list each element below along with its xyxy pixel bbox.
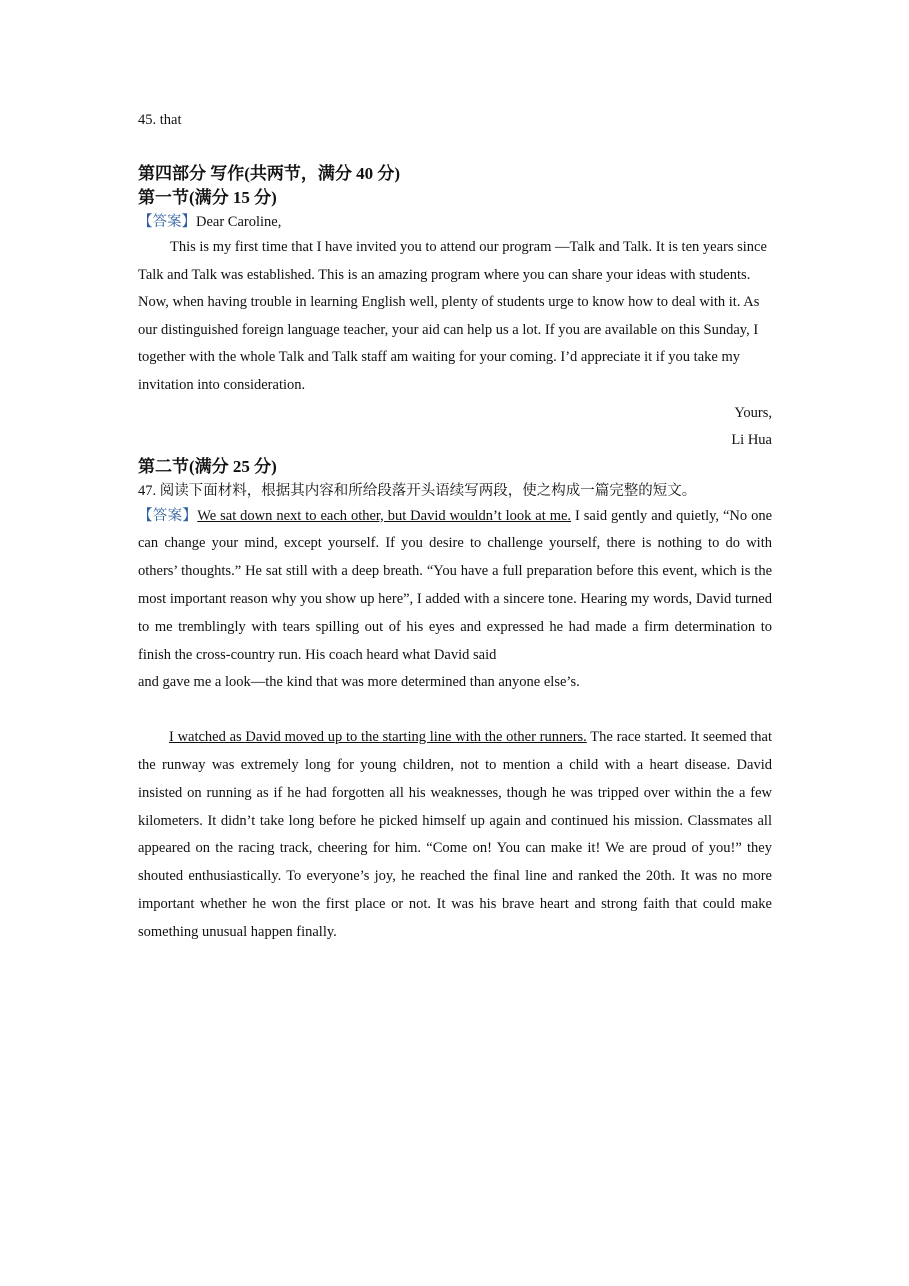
question-47: 47. 阅读下面材料，根据其内容和所给段落开头语续写两段，使之构成一篇完整的短文。 [138,482,697,499]
letter-closing: Yours, [734,404,772,421]
para1-tail: and gave me a look—the kind that was more determined than anyone else’s. [138,674,580,691]
story-paragraph-1 [138,503,772,670]
section2-heading: 第二节(满分 25 分) [138,456,277,476]
letter-body: This is my first time that I have invited you to attend our program —Talk and Talk. It is ten years since Talk and Talk was established. This is an amazing program where you can share your ideas with students. Now, when having trouble in learning English well, plenty of students urge to know how to deal with it. As our distinguished foreign language teacher, your aid can help us a lot. If you are available on this Sunday, I together with the whole Talk and Talk staff am waiting for your coming. I’d appreciate it if you take my invitation into consideration. [138,239,767,393]
letter-salutation: Dear Caroline, [196,214,282,230]
para2-opening: I watched as David moved up to the starting line with the other runners. [169,729,587,746]
para1-opening: We sat down next to each other, but David wouldn’t look at me [197,507,568,524]
para2-body: The race started. It seemed that the runway was extremely long for young children, not to mention a child with a heart disease. David insisted on running as if he had forgotten all his weaknesses, though he was tripped over within the a few kilometers. It didn’t take long before he picked himself up again and continued his mission. Classmates all appeared on the racing track, cheering for him. “Come on! You can make it! We are proud of you!” they shouted enthusiastically. To everyone’s joy, he reached the final line and ranked the 20th. It was no more important whether he won the first place or not. It was his brave heart and strong faith that could make something unusual happen finally. [138,729,772,940]
answer-45: 45. that [138,112,182,128]
para1-body: I said gently and quietly, “No one can change your mind, except yourself. If you desire to challenge yourself, there is nothing to do with others’ thoughts.” He sat still with a deep breath. “You have a full preparation before this event, which is the most important reason why you show up here”, I added with a sincere tone. Hearing my words, David turned to me tremblingly with tears spilling out of his eyes and expressed he had made a firm determination to finish the cross-country run. His coach heard what David said [138,507,773,663]
answer-tag-2: 【答案】 [138,507,198,524]
part4-heading: 第四部分 写作(共两节，满分 40 分) [138,164,401,183]
letter-signature: Li Hua [731,432,772,449]
para1-opening-period: . [567,507,572,524]
answer-tag: 【答案】 [138,214,196,230]
document-content [138,108,772,947]
story-paragraph-2 [138,724,772,946]
section1-heading: 第一节(满分 15 分) [138,188,277,207]
letter-salutation-line [138,210,772,234]
